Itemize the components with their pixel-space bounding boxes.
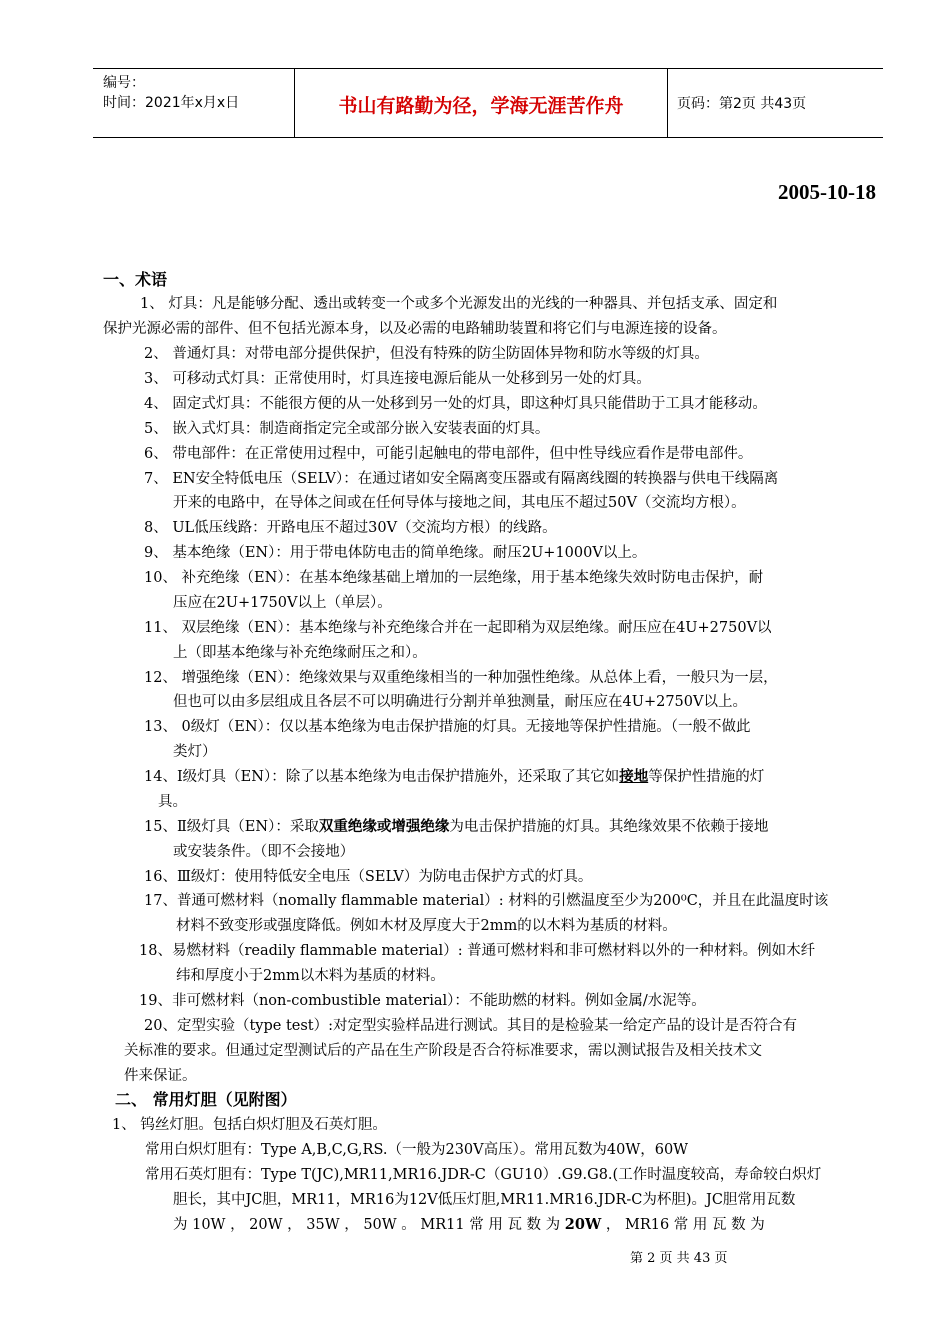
term-line: 或安装条件。（即不会接地） <box>173 844 355 860</box>
term-line: 9、 基本绝缘（EN）：用于带电体防电击的简单绝缘。耐压2U+1000V以上。 <box>144 545 647 561</box>
term-text: 等保护性措施的灯 <box>648 769 765 785</box>
term-line: 压应在2U+1750V以上（单层）。 <box>173 595 392 611</box>
term-line: 5、 嵌入式灯具：制造商指定完全或部分嵌入安装表面的灯具。 <box>144 421 550 437</box>
term-line: 3、 可移动式灯具：正常使用时，灯具连接电源后能从一处移到另一处的灯具。 <box>144 371 651 387</box>
bulb-line <box>173 1215 765 1235</box>
term-line: 12、 增强绝缘（EN）：绝缘效果与双重绝缘相当的一种加强性绝缘。从总体上看，一般只为一层， <box>144 670 778 686</box>
term-line: 18、易燃材料（readily flammable material）: 普通可燃材料和非可燃材料以外的一种材料。例如木纤 <box>139 943 816 959</box>
bulb-line: 1、 钨丝灯胆。包括白炽灯胆及石英灯胆。 <box>112 1117 387 1133</box>
bulb-text: 为 10W ， 20W ， 35W ， 50W 。 MR11 常 用 瓦 数 为 <box>173 1217 565 1233</box>
bulb-line: 常用石英灯胆有：Type T(JC),MR11,MR16.JDR-C（GU10）.G9.G8.(工作时温度较高，寿命较白炽灯 <box>145 1167 822 1183</box>
header-page-label: 页码：第2页 共43页 <box>677 96 807 112</box>
term-line: 1、 灯具：凡是能够分配、透出或转变一个或多个光源发出的光线的一种器具、并包括支承、固定和 <box>140 296 778 312</box>
term-line: 16、Ⅲ级灯：使用特低安全电压（SELV）为防电击保护方式的灯具。 <box>144 869 593 885</box>
page-header <box>93 68 883 138</box>
term-text: 15、Ⅱ级灯具（EN）：采取 <box>144 819 319 835</box>
bulb-line: 常用白炽灯胆有：Type A,B,C,G,RS.（一般为230V高压）。常用瓦数为40W，60W <box>145 1142 689 1158</box>
code-label: 编号： <box>103 75 145 91</box>
term-line: 4、 固定式灯具：不能很方便的从一处移到另一处的灯具，即这种灯具只能借助于工具才能移动。 <box>144 396 767 412</box>
term-line: 19、非可燃材料（non-combustible material）：不能助燃的材料。例如金属/水泥等。 <box>139 993 706 1009</box>
term-text: 14、Ⅰ级灯具（EN）：除了以基本绝缘为电击保护措施外，还采取了其它如 <box>144 769 620 785</box>
section-title: 二、 常用灯胆（见附图） <box>115 1090 297 1109</box>
time-label: 时间：2021年x月x日 <box>103 95 240 111</box>
bulb-emphasis: 20W <box>564 1216 602 1233</box>
term-line: 20、定型实验（type test）:对定型实验样品进行测试。其目的是检验某一给定产品的设计是否符合有 <box>144 1018 797 1034</box>
term-line: 类灯） <box>173 744 217 760</box>
term-line: 8、 UL低压线路：开路电压不超过30V（交流均方根）的线路。 <box>144 520 557 536</box>
term-line: 开来的电路中，在导体之间或在任何导体与接地之间，其电压不超过50V（交流均方根）。 <box>173 495 746 511</box>
term-line: 具。 <box>158 794 187 810</box>
term-line: 材料不致变形或强度降低。例如木材及厚度大于2mm的以木料为基质的材料。 <box>176 918 677 934</box>
header-motto: 书山有路勤为径，学海无涯苦作舟 <box>338 95 624 117</box>
term-emphasis: 双重绝缘或增强绝缘 <box>318 818 450 835</box>
term-line: 7、 EN安全特低电压（SELV）：在通过诸如安全隔离变压器或有隔离线圈的转换器与供电干线隔离 <box>144 471 779 487</box>
term-line: 件来保证。 <box>124 1068 197 1084</box>
term-line: 11、 双层绝缘（EN）：基本绝缘与补充绝缘合并在一起即稍为双层绝缘。耐压应在4U+2750V以 <box>144 620 772 636</box>
term-line: 关标准的要求。但通过定型测试后的产品在生产阶段是否合符标准要求，需以测试报告及相关技术文 <box>124 1043 762 1059</box>
term-line: 6、 带电部件：在正常使用过程中，可能引起触电的带电部件，但中性导线应看作是带电部件。 <box>144 446 753 462</box>
term-line <box>144 817 768 837</box>
term-text: 为电击保护措施的灯具。其绝缘效果不依赖于接地 <box>449 819 769 835</box>
document-date: 2005-10-18 <box>778 180 876 204</box>
term-emphasis: 接地 <box>619 768 649 785</box>
bulb-line: 胆长，其中JC胆，MR11，MR16为12V低压灯胆,MR11.MR16.JDR-C为杯胆)。JC胆常用瓦数 <box>173 1192 796 1208</box>
bulb-text: ， MR16 常 用 瓦 数 为 <box>601 1217 765 1233</box>
header-divider <box>667 69 668 137</box>
term-line: 纬和厚度小于2mm以木料为基质的材料。 <box>176 968 445 984</box>
term-line: 17、普通可燃材料（nomally flammable material）: 材料的引燃温度至少为200⁰C，并且在此温度时该 <box>144 893 829 909</box>
term-line: 上（即基本绝缘与补充绝缘耐压之和）。 <box>173 645 427 661</box>
term-line: 但也可以由多层组成且各层不可以明确进行分割并单独测量，耐压应在4U+2750V以上。 <box>173 694 747 710</box>
header-meta <box>103 73 239 113</box>
term-line: 保护光源必需的部件、但不包括光源本身，以及必需的电路辅助装置和将它们与电源连接的设备。 <box>103 321 727 337</box>
term-line: 2、 普通灯具：对带电部分提供保护，但没有特殊的防尘防固体异物和防水等级的灯具。 <box>144 346 709 362</box>
term-line <box>144 767 764 787</box>
term-line: 10、 补充绝缘（EN）：在基本绝缘基础上增加的一层绝缘，用于基本绝缘失效时防电击保护，耐 <box>144 570 764 586</box>
term-line: 13、 0级灯（EN）：仅以基本绝缘为电击保护措施的灯具。无接地等保护性措施。（一般不做此 <box>144 719 751 735</box>
page-footer: 第 2 页 共 43 页 <box>630 1251 728 1266</box>
section-title: 一、术语 <box>103 270 168 289</box>
